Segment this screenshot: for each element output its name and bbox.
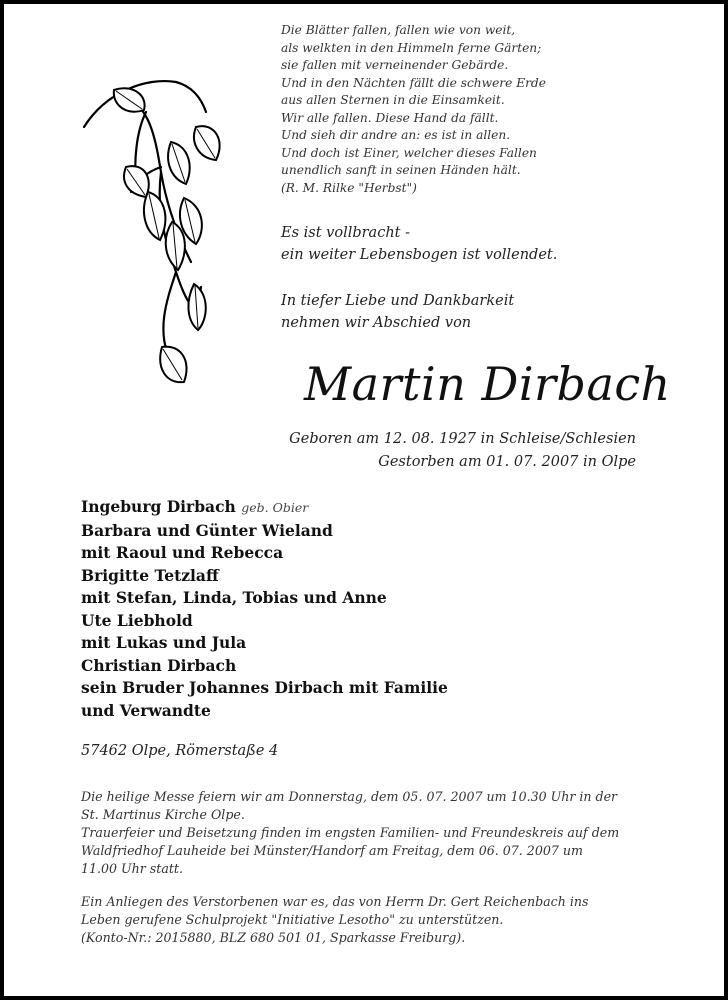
intro-text xyxy=(281,290,701,334)
family-member: Christian Dirbach xyxy=(81,655,237,675)
birth-date: Geboren am 12. 08. 1927 in Schleise/Schlesien xyxy=(289,431,636,447)
motto-line: ein weiter Lebensbogen ist vollendet. xyxy=(281,247,558,263)
poem-line: unendlich sanft in seinen Händen hält. xyxy=(281,163,521,177)
life-dates xyxy=(289,428,636,474)
family-member: mit Lukas und Jula xyxy=(81,633,247,652)
family-member: Barbara und Günter Wieland xyxy=(81,520,333,540)
mass-info-line: St. Martinus Kirche Olpe. xyxy=(81,807,245,822)
family-member-name: Ingeburg Dirbach xyxy=(81,497,236,516)
service-info xyxy=(81,788,671,947)
spacer xyxy=(81,878,671,893)
funeral-info-line: Trauerfeier und Beisetzung finden im engsten Familien- und Freundeskreis auf dem xyxy=(81,825,620,840)
funeral-info-line: Waldfriedhof Lauheide bei Münster/Handorf am Freitag, dem 06. 07. 2007 um xyxy=(81,843,583,858)
family-member: mit Stefan, Linda, Tobias und Anne xyxy=(81,588,387,607)
family-list xyxy=(81,496,641,722)
family-address: 57462 Olpe, Römerstaße 4 xyxy=(81,743,279,759)
birch-branch-icon xyxy=(76,72,246,412)
poem-line: Und sieh dir andre an: es ist in allen. xyxy=(281,128,511,142)
family-member: sein Bruder Johannes Dirbach mit Familie xyxy=(81,678,448,697)
maiden-name-note: geb. Obier xyxy=(241,500,309,515)
family-member xyxy=(81,496,641,520)
intro-line: In tiefer Liebe und Dankbarkeit xyxy=(281,293,515,309)
mass-info-line: Die heilige Messe feiern wir am Donnerstag, dem 05. 07. 2007 um 10.30 Uhr in der xyxy=(81,789,618,804)
motto xyxy=(281,222,701,266)
poem-line: Und doch ist Einer, welcher dieses Fallen xyxy=(281,145,537,160)
funeral-info-line: 11.00 Uhr statt. xyxy=(81,861,183,876)
donation-info-line: (Konto-Nr.: 2015880, BLZ 680 501 01, Sparkasse Freiburg). xyxy=(81,930,466,945)
poem-line: Die Blätter fallen, fallen wie von weit, xyxy=(281,23,516,37)
poem-attribution: (R. M. Rilke "Herbst") xyxy=(281,180,417,195)
poem-line: aus allen Sternen in die Einsamkeit. xyxy=(281,93,505,107)
poem-line: sie fallen mit verneinender Gebärde. xyxy=(281,58,509,72)
intro-line: nehmen wir Abschied von xyxy=(281,315,472,331)
donation-info-line: Ein Anliegen des Verstorbenen war es, das von Herrn Dr. Gert Reichenbach ins xyxy=(81,894,589,909)
motto-line: Es ist vollbracht - xyxy=(281,225,410,241)
deceased-name: Martin Dirbach xyxy=(304,357,671,411)
death-date: Gestorben am 01. 07. 2007 in Olpe xyxy=(378,454,636,470)
donation-info-line: Leben gerufene Schulprojekt "Initiative Lesotho" zu unterstützen. xyxy=(81,912,504,927)
poem-line: als welkten in den Himmeln ferne Gärten; xyxy=(281,40,542,55)
family-member: mit Raoul und Rebecca xyxy=(81,543,284,562)
poem-line: Und in den Nächten fällt die schwere Erde xyxy=(281,75,546,90)
poem-line: Wir alle fallen. Diese Hand da fällt. xyxy=(281,110,499,125)
family-member: und Verwandte xyxy=(81,700,211,720)
rilke-poem xyxy=(281,22,701,197)
family-member: Brigitte Tetzlaff xyxy=(81,565,219,585)
family-member: Ute Liebhold xyxy=(81,610,193,630)
